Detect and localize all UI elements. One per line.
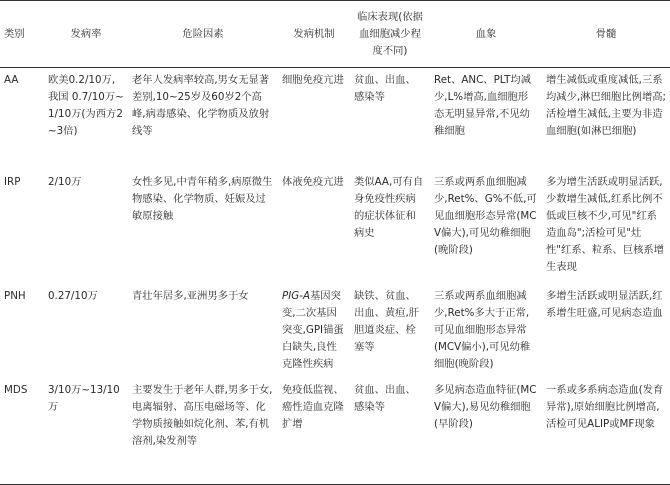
cell-category: IRP (4, 176, 21, 188)
header-risk-factors: 危险因素 (128, 1, 278, 68)
cell-risk-factors: 青壮年居多,亚洲男多于女 (132, 290, 249, 302)
cell-incidence: 2/10万 (48, 176, 82, 188)
cell-incidence: 欧美0.2/10万,我国 0.7/10万~1/10万(为西方2~3倍) (48, 74, 124, 137)
header-row (0, 1, 670, 68)
cell-marrow: 多增生活跃或明显活跃,红系增生旺盛,可见病态造血 (546, 290, 663, 319)
cell-blood: 三系或两系血细胞减少,Ret%多大于正常,可见血细胞形态异常(MCV偏小),可见幼稚细胞(晚阶段) (434, 290, 531, 370)
cell-mechanism: 体液免疫亢进 (282, 176, 344, 188)
cell-clinical: 缺铁、贫血、出血、黄疸,肝胆道炎症、栓塞等 (354, 290, 420, 353)
cell-incidence: 0.27/10万 (48, 290, 98, 302)
cell-blood: Ret、ANC、PLT均减少,L%增高,血细胞形态无明显异常,不见幼稚细胞 (434, 74, 532, 137)
mechanism-text: 基因突变,二次基因突变,GPI锚蛋白缺失,良性克隆性疾病 (282, 290, 344, 370)
cell-risk-factors: 主要发生于老年人群,男多于女,电离辐射、高压电磁场等、化学物质接触如烷化剂、苯,有机溶剂,染发剂等 (128, 378, 278, 485)
cell-marrow: 增生减低或重度减低,三系均减少,淋巴细胞比例增高;活检增生减低,主要为非造血细胞(如淋巴细胞) (546, 74, 667, 137)
cell-category: PNH (4, 290, 26, 302)
cell-category: MDS (0, 378, 44, 485)
header-marrow: 骨髓 (542, 1, 670, 68)
cell-blood: 三系或两系血细胞减少,Ret%、G%不低,可见血细胞形态异常(MCV偏大),可见幼稚细胞(晚阶段) (434, 176, 537, 256)
table-row (0, 170, 670, 284)
cell-blood: 多见病态造血特征(MCV偏大),易见幼稚细胞(早阶段) (430, 378, 542, 485)
cell-mechanism (278, 284, 350, 378)
header-mechanism: 发病机制 (278, 1, 350, 68)
table-row (0, 68, 670, 171)
gene-name: PIG-A (282, 290, 310, 302)
header-blood: 血象 (430, 1, 542, 68)
cell-marrow: 一系或多系病态造血(发育异常),原始细胞比例增高,活检可见ALIP或MF现象 (542, 378, 670, 485)
header-incidence: 发病率 (44, 1, 128, 68)
table-row (0, 284, 670, 378)
cell-incidence: 3/10万~13/10万 (44, 378, 128, 485)
table-row (0, 378, 670, 485)
cell-risk-factors: 女性多见,中青年稍多,病原微生物感染、化学物质、妊娠及过敏原接触 (132, 176, 273, 222)
header-category: 类别 (0, 1, 44, 68)
table-header (0, 1, 670, 68)
cell-marrow: 多为增生活跃或明显活跃,少数增生减低,红系比例不低或巨核不少,可见"红系造血岛";活检可见"灶性"红系、粒系、巨核系增生表现 (546, 176, 665, 273)
cell-mechanism: 细胞免疫亢进 (282, 74, 344, 86)
cell-clinical: 类似AA,可有自身免疫性疾病的症状体征和病史 (354, 176, 424, 239)
cell-mechanism: 免疫低监视、癌性造血克隆扩增 (278, 378, 350, 485)
cell-clinical: 贫血、出血、感染等 (354, 74, 416, 103)
cell-risk-factors: 老年人发病率较高,男女无显著差别,10~25岁及60岁2个高峰,病毒感染、化学物质及放射线等 (132, 74, 270, 137)
table-body (0, 68, 670, 485)
cell-category: AA (4, 74, 19, 86)
header-clinical: 临床表现(依据血细胞减少程度不同) (350, 1, 430, 68)
cell-clinical: 贫血、出血、感染等 (350, 378, 430, 485)
